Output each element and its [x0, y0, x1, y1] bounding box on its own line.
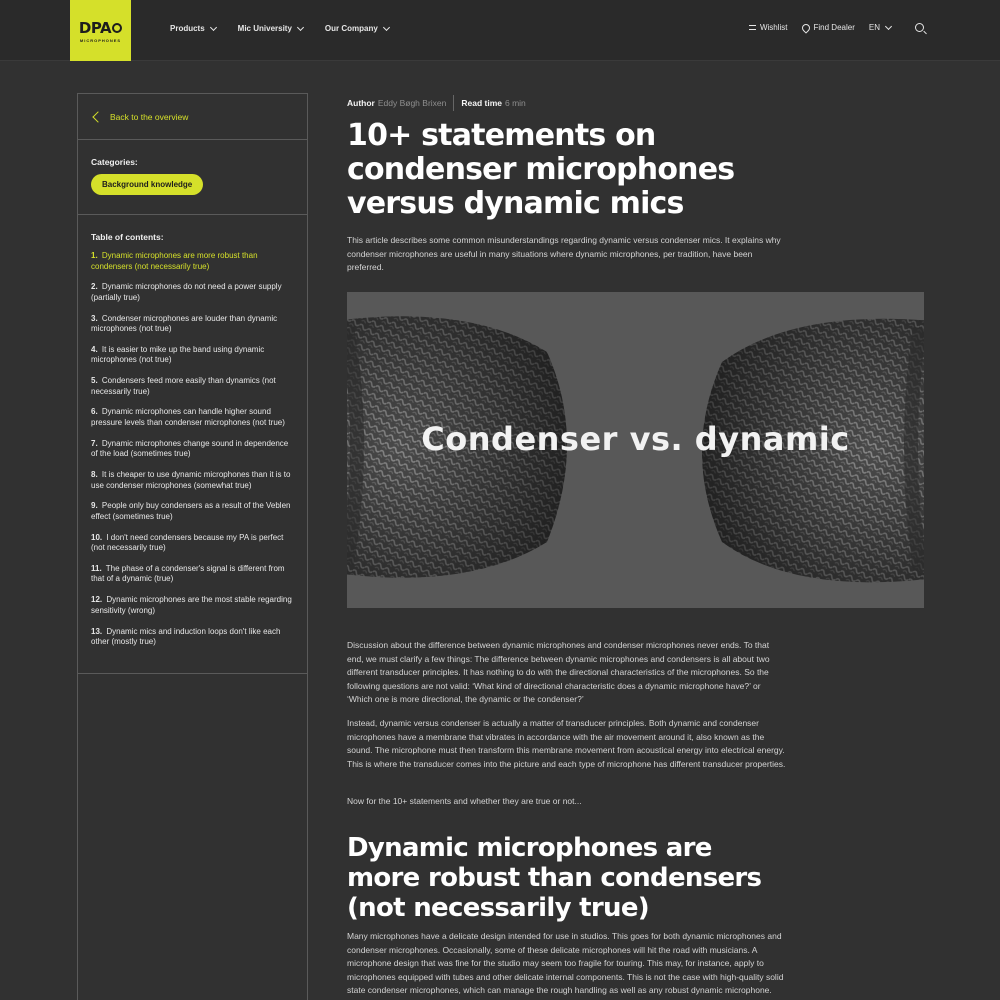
find-dealer-label: Find Dealer — [813, 23, 855, 32]
chevron-down-icon — [383, 23, 390, 30]
toc-number: 4. — [91, 344, 98, 354]
article-paragraph: Now for the 10+ statements and whether they are true or not... — [347, 796, 582, 806]
toc-text: Dynamic microphones are more robust than condensers (not necessarily true) — [91, 251, 258, 271]
location-pin-icon — [800, 22, 811, 33]
toc-text: Dynamic mics and induction loops don't like each other (mostly true) — [91, 626, 281, 647]
toc-number: 9. — [91, 501, 98, 511]
toc-text: People only buy condensers as a result of the Veblen effect (sometimes true) — [91, 501, 291, 521]
toc-item[interactable] — [91, 345, 294, 366]
main-nav — [170, 24, 389, 33]
category-pill[interactable]: Background knowledge — [91, 174, 203, 195]
toc-text: Dynamic microphones are the most stable regarding sensitivity (wrong) — [91, 595, 292, 615]
toc-item[interactable] — [91, 533, 294, 554]
utility-nav — [745, 23, 924, 32]
toc-item[interactable] — [91, 282, 294, 303]
logo-circle-icon — [112, 23, 122, 33]
list-icon — [745, 24, 756, 32]
nav-our-company[interactable] — [325, 24, 389, 33]
toc-label: Table of contents: — [91, 232, 164, 242]
toc-number: 8. — [91, 470, 98, 480]
chevron-down-icon — [297, 23, 304, 30]
find-dealer-link[interactable] — [802, 23, 855, 32]
back-label: Back to the overview — [110, 111, 189, 122]
chevron-down-icon — [885, 22, 892, 29]
article-intro: This article describes some common misunderstandings regarding dynamic versus condenser mics. It explains why condenser microphones are useful in many situations where dynamic microphones, per tradition, have been preferred. — [347, 235, 781, 273]
logo-row — [79, 19, 122, 37]
hero-image — [347, 292, 924, 608]
article-paragraph: Discussion about the difference between dynamic microphones and condenser microphones never ends. To that end, we must clarify a few things: The difference between dynamic microphones and condensers is all about two different transducer principles. It has nothing to do with the directional characteristics of the microphones. So the following questions are not valid: ‘What kind of directional characteristic does a dynamic microphone have?’ or ‘Which one is more directional, the dynamic or the condenser?’ — [347, 640, 770, 705]
toc-text: It is easier to mike up the band using dynamic microphones (not true) — [91, 344, 265, 365]
nav-products-label: Products — [170, 24, 205, 33]
wishlist-label: Wishlist — [759, 23, 788, 32]
toc-number: 13. — [91, 626, 103, 636]
toc-number: 10. — [91, 532, 103, 542]
toc-number: 3. — [91, 313, 98, 323]
article-paragraph: Many microphones have a delicate design intended for use in studios. This goes for both dynamic microphones and condenser microphones. Occasionally, some of these delicate microphones will hit the road with musicians. A microphone design that was fine for the studio may seem too fragile for touring. This may, for instance, apply to microphones equipped with tubes and other delicate internal components. This is not the case with high-quality solid state condenser microphones, which can manage the rough handling as well as any robust dynamic microphone. — [347, 931, 784, 996]
language-selector[interactable] — [869, 23, 891, 32]
back-to-overview-link[interactable] — [78, 94, 307, 140]
toc-list — [91, 251, 294, 648]
nav-our-company-label: Our Company — [324, 24, 378, 33]
chevron-down-icon — [210, 23, 217, 30]
logo-text: DPA — [78, 18, 112, 37]
toc-text: It is cheaper to use dynamic microphones than it is to use condenser microphones (somewhat true) — [91, 470, 291, 490]
toc-item[interactable] — [91, 314, 294, 335]
toc-item[interactable] — [91, 439, 294, 460]
toc-number: 11. — [91, 563, 102, 573]
hero-caption: Condenser vs. dynamic — [421, 420, 850, 458]
meta-divider — [453, 95, 454, 111]
toc-text: I don't need condensers because my PA is perfect (not necessarily true) — [91, 532, 284, 553]
table-of-contents — [78, 215, 307, 674]
nav-products[interactable] — [170, 24, 216, 33]
categories-section — [78, 140, 307, 215]
logo-subtitle: MICROPHONES — [79, 37, 122, 43]
read-time-label: Read time — [461, 98, 502, 108]
toc-item[interactable] — [91, 501, 294, 522]
toc-number: 2. — [91, 282, 98, 292]
author-name: Eddy Bøgh Brixen — [377, 98, 447, 108]
toc-item[interactable] — [91, 564, 294, 585]
toc-number: 7. — [91, 438, 98, 448]
search-icon[interactable] — [915, 23, 924, 32]
article-paragraph: Instead, dynamic versus condenser is actually a matter of transducer principles. Both dynamic and condenser microphones have a membrane that vibrates in accordance with the air movement around it, also known as the sound. The microphone must then transform this membrane movement from acoustical energy into electrical energy. This is where the transducer comes into the picture and each type of microphone has different transducer properties. — [347, 718, 786, 769]
wishlist-link[interactable] — [745, 23, 788, 32]
article-sidebar — [77, 93, 308, 1000]
dpa-logo[interactable] — [70, 0, 131, 61]
toc-item[interactable] — [91, 470, 294, 491]
nav-mic-university[interactable] — [238, 24, 303, 33]
toc-number: 1. — [91, 251, 98, 260]
chevron-left-icon — [92, 111, 103, 122]
toc-item[interactable] — [91, 595, 294, 616]
section-heading: Dynamic microphones are more robust than condensers (not necessarily true) — [347, 833, 762, 923]
article-meta — [347, 95, 526, 111]
toc-item[interactable] — [91, 376, 294, 397]
toc-number: 6. — [91, 407, 98, 417]
language-label: EN — [868, 23, 880, 32]
read-time-value: 6 min — [505, 98, 526, 108]
page-title: 10+ statements on condenser microphones versus dynamic mics — [347, 118, 735, 221]
toc-text: Dynamic microphones do not need a power supply (partially true) — [91, 282, 282, 302]
toc-item[interactable] — [91, 251, 294, 272]
toc-text: Dynamic microphones change sound in dependence of the load (sometimes true) — [91, 438, 289, 459]
toc-text: Condensers feed more easily than dynamics (not necessarily true) — [91, 376, 276, 396]
toc-text: Condenser microphones are louder than dynamic microphones (not true) — [91, 313, 278, 334]
toc-text: Dynamic microphones can handle higher sound pressure levels than condenser microphones (not true) — [91, 407, 285, 427]
categories-label: Categories: — [91, 157, 138, 167]
author-label: Author — [347, 98, 375, 108]
toc-number: 5. — [91, 376, 98, 386]
nav-mic-university-label: Mic University — [237, 24, 292, 33]
top-navigation-bar — [0, 0, 1000, 61]
toc-item[interactable] — [91, 627, 294, 648]
toc-number: 12. — [91, 595, 103, 605]
toc-item[interactable] — [91, 407, 294, 428]
toc-text: The phase of a condenser's signal is different from that of a dynamic (true) — [91, 563, 285, 584]
